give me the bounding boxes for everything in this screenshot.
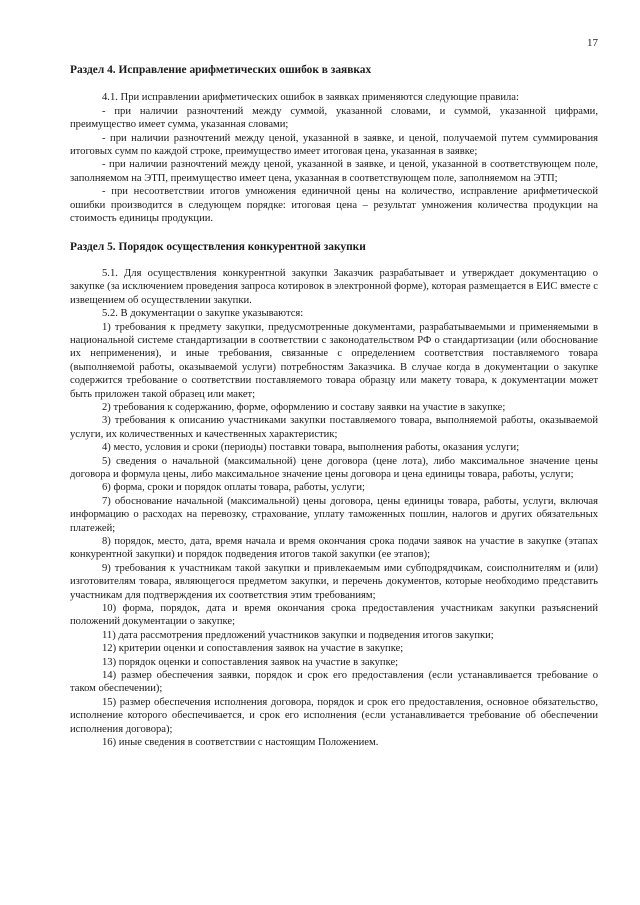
section-5-list-item: 14) размер обеспечения заявки, порядок и срок его предоставления (если устанавливается требование о таком обеспечении);	[70, 670, 598, 695]
section-5-list-item: 1) требования к предмету закупки, предусмотренные документами, разрабатываемыми и применяемыми в национальной системе стандартизации в соответствии с законодательством РФ о стандартизации (или обоснование их неприменения), и иные требования, связанные с определением соответствия поставляемого товара (выполняемой работы, оказываемой услуги) потребностям Заказчика. В случае когда в документации о закупке содержится требование о соответствии поставляемого товара образцу или макету товара, к документации может быть приложен такой образец или макет;	[70, 321, 598, 400]
section-5-list-item: 13) порядок оценки и сопоставления заявок на участие в закупке;	[102, 656, 399, 668]
section-5-list-item: 6) форма, сроки и порядок оплаты товара, работы, услуги;	[102, 482, 365, 494]
section-5-list-item: 4) место, условия и сроки (периоды) поставки товара, выполнения работы, оказания услуги;	[102, 442, 520, 454]
section-5-list-item: 10) форма, порядок, дата и время окончания срока предоставления участникам закупки разъяснений положений документации о закупке;	[70, 603, 598, 628]
section-5-list-item: 11) дата рассмотрения предложений участников закупки и подведения итогов закупки;	[102, 629, 494, 641]
section-5-list-item: 12) критерии оценки и сопоставления заявок на участие в закупке;	[102, 643, 404, 655]
section-5-list-item: 5) сведения о начальной (максимальной) цене договора (цене лота), либо максимальное значение цены договора и формула цены, либо максимальное значение цены договора и цена единицы товара, работы, услуги;	[70, 455, 598, 480]
page-number: 17	[587, 37, 598, 49]
section-5-list-item: 3) требования к описанию участниками закупки поставляемого товара, выполняемой работы, оказываемой услуги, их количественных и качественных характеристик;	[70, 415, 598, 440]
section-5-paragraph: 5.1. Для осуществления конкурентной закупки Заказчик разрабатывает и утверждает документацию о закупке (за исключением проведения запроса котировок в электронной форме), которая размещается в ЕИС вместе с извещением об осуществлении закупки.	[70, 267, 598, 306]
section-4-paragraph: - при несоответствии итогов умножения единичной цены на количество, исправление арифметической ошибки производится в следующем порядке: итоговая цена – результат умножения количества продукции на стоимость единицы продукции.	[70, 186, 598, 225]
section-4-paragraph: - при наличии разночтений между ценой, указанной в заявке, и ценой, указанной в соответствующем поле, заполняемом на ЭТП, преимущество имеет цена, указанная в соответствующем поле, заполняемом на ЭТП;	[70, 159, 598, 184]
section-5-list-item: 15) размер обеспечения исполнения договора, порядок и срок его предоставления, основное обязательство, исполнение которого обеспечивается, и срок его исполнения (если устанавливается требование об обеспечении исполнения договора);	[70, 696, 598, 735]
section-5-list-item: 9) требования к участникам такой закупки и привлекаемым ими субподрядчикам, соисполнителям и (или) изготовителям товара, являющегося предметом закупки, и перечень документов, которые необходимо представить участникам для подтверждения их соответствия этим требованиям;	[70, 562, 598, 601]
section-5-list-item: 7) обоснование начальной (максимальной) цены договора, цены единицы товара, работы, услуги, включая информацию о расходах на перевозку, страхование, уплату таможенных пошлин, налогов и других обязательных платежей;	[70, 495, 598, 534]
section-4-paragraph: - при наличии разночтений между ценой, указанной в заявке, и ценой, получаемой путем суммирования итоговых сумм по каждой строке, преимущество имеет итоговая цена, указанная в заявке;	[70, 132, 598, 158]
section-5-list-item: 2) требования к содержанию, форме, оформлению и составу заявки на участие в закупке;	[102, 401, 506, 413]
section-5-list-item: 8) порядок, место, дата, время начала и время окончания срока подачи заявок на участие в закупке (этапах конкурентной закупки) и порядок подведения итогов такой закупки (ее этапов);	[70, 536, 598, 561]
section-4-paragraph: 4.1. При исправлении арифметических ошибок в заявках применяются следующие правила:	[102, 92, 519, 104]
section-4-heading: Раздел 4. Исправление арифметических ошибок в заявках	[70, 64, 372, 76]
section-5-list-item: 16) иные сведения в соответствии с настоящим Положением.	[102, 737, 379, 749]
section-4-paragraph: - при наличии разночтений между суммой, указанной словами, и суммой, указанной цифрами, преимущество имеет сумма, указанная словами;	[70, 105, 598, 131]
page-content	[70, 64, 598, 750]
section-5-paragraph: 5.2. В документации о закупке указываются:	[102, 308, 304, 320]
section-5-heading: Раздел 5. Порядок осуществления конкурентной закупки	[70, 241, 366, 254]
